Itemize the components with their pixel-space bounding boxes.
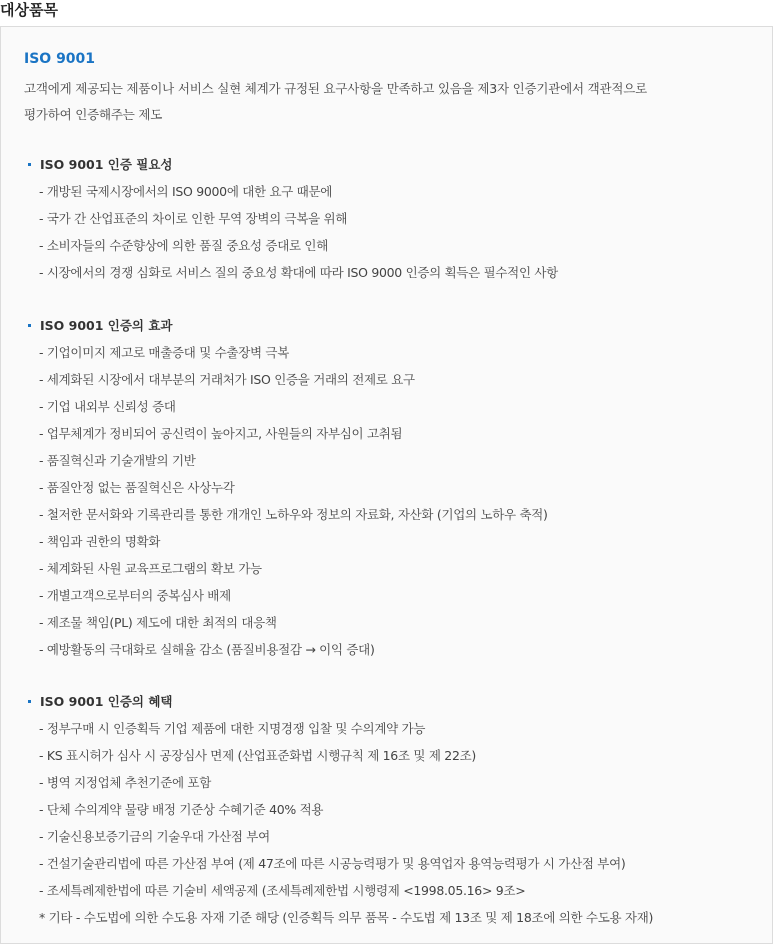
square-bullet-icon xyxy=(28,163,31,166)
list-item: - 철저한 문서화와 기록관리를 통한 개개인 노하우와 정보의 자료화, 자산화 (기업의 노하우 축적) xyxy=(39,507,548,522)
item-list xyxy=(24,339,764,663)
section-heading-label: ISO 9001 인증의 혜택 xyxy=(40,694,173,709)
section-heading xyxy=(24,313,764,339)
list-item: - 단체 수의계약 물량 배정 기준상 수혜기준 40% 적용 xyxy=(39,802,324,817)
list-item: - 체계화된 사원 교육프로그램의 확보 가능 xyxy=(39,561,262,576)
cert-title: ISO 9001 xyxy=(24,51,96,67)
list-item: - 시장에서의 경쟁 심화로 서비스 질의 중요성 확대에 따라 ISO 9000 인증의 획득은 필수적인 사항 xyxy=(39,265,558,280)
section-effects xyxy=(24,313,764,663)
intro-line: 고객에게 제공되는 제품이나 서비스 실현 체계가 규정된 요구사항을 만족하고 있음을 제3자 인증기관에서 객관적으로 xyxy=(24,81,648,96)
item-list xyxy=(24,178,764,286)
item-list xyxy=(24,715,764,931)
list-item: - 기업 내외부 신뢰성 증대 xyxy=(39,399,176,414)
list-item: - 정부구매 시 인증획득 기업 제품에 대한 지명경쟁 입찰 및 수의계약 가능 xyxy=(39,721,426,736)
list-item: - KS 표시허가 심사 시 공장심사 면제 (산업표준화법 시행규칙 제 16조 및 제 22조) xyxy=(39,748,476,763)
list-item: - 품질혁신과 기술개발의 기반 xyxy=(39,453,196,468)
intro-text xyxy=(24,76,744,128)
list-item: - 예방활동의 극대화로 실해율 감소 (품질비용절감 → 이익 증대) xyxy=(39,642,375,657)
section-heading xyxy=(24,689,764,715)
page-title: 대상품목 xyxy=(0,1,58,19)
list-item: - 병역 지정업체 추천기준에 포함 xyxy=(39,775,211,790)
list-item: - 소비자들의 수준향상에 의한 품질 중요성 증대로 인해 xyxy=(39,238,328,253)
list-item: - 제조물 책임(PL) 제도에 대한 최적의 대응책 xyxy=(39,615,277,630)
list-item: - 국가 간 산업표준의 차이로 인한 무역 장벽의 극복을 위해 xyxy=(39,211,348,226)
list-item: - 기술신용보증기금의 기술우대 가산점 부여 xyxy=(39,829,270,844)
list-item: - 책임과 권한의 명확화 xyxy=(39,534,161,549)
square-bullet-icon xyxy=(28,324,31,327)
list-item: - 개방된 국제시장에서의 ISO 9000에 대한 요구 때문에 xyxy=(39,184,333,199)
square-bullet-icon xyxy=(28,700,31,703)
section-necessity xyxy=(24,152,764,286)
list-item: - 조세특례제한법에 따른 기술비 세액공제 (조세특례제한법 시행령제 <1998.05.16> 9조> xyxy=(39,883,526,898)
list-item: * 기타 - 수도법에 의한 수도용 자재 기준 해당 (인증획득 의무 품목 - 수도법 제 13조 및 제 18조에 의한 수도용 자재) xyxy=(39,910,654,925)
list-item: - 세계화된 시장에서 대부분의 거래처가 ISO 인증을 거래의 전제로 요구 xyxy=(39,372,415,387)
content-panel xyxy=(0,26,773,944)
list-item: - 업무체계가 정비되어 공신력이 높아지고, 사원들의 자부심이 고취됨 xyxy=(39,426,403,441)
section-heading-label: ISO 9001 인증의 효과 xyxy=(40,318,173,333)
list-item: - 품질안정 없는 품질혁신은 사상누각 xyxy=(39,480,235,495)
section-benefits xyxy=(24,689,764,931)
intro-line: 평가하여 인증해주는 제도 xyxy=(24,107,163,122)
list-item: - 건설기술관리법에 따른 가산점 부여 (제 47조에 따른 시공능력평가 및 용역업자 용역능력평가 시 가산점 부여) xyxy=(39,856,626,871)
list-item: - 기업이미지 제고로 매출증대 및 수출장벽 극복 xyxy=(39,345,289,360)
section-heading-label: ISO 9001 인증 필요성 xyxy=(40,157,173,172)
section-heading xyxy=(24,152,764,178)
list-item: - 개별고객으로부터의 중복심사 배제 xyxy=(39,588,231,603)
